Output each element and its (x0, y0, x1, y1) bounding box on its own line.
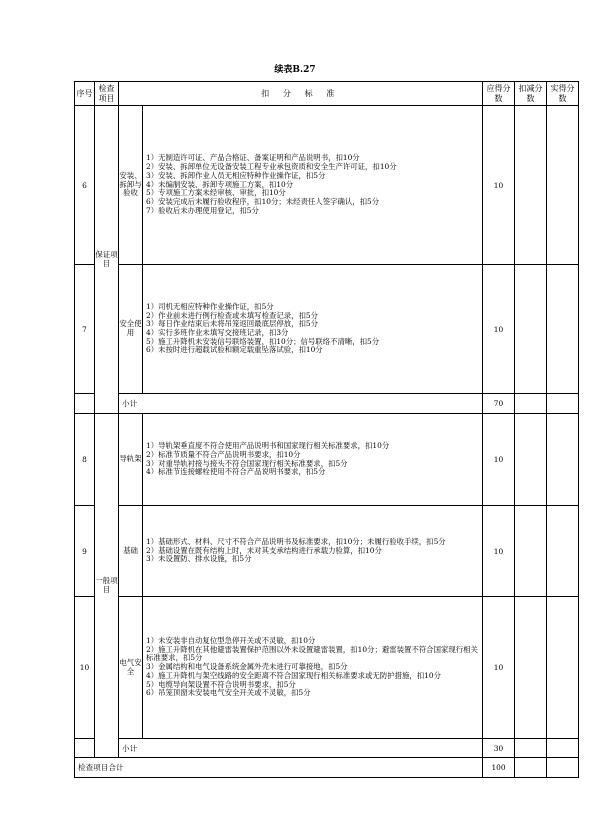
row-number: 8 (75, 414, 95, 506)
table-row (75, 506, 579, 597)
row-item: 电气安全 (119, 597, 143, 739)
row-criteria: 1）导轨架垂直度不符合使用产品说明书和国家现行相关标准要求，扣10分 2）标准节质量不符合产品说明书要求，扣10分 3）对重导轨衬接与接头不符合国家现行相关标准要求，扣5分 4）标准节连接螺栓使用不符合产品说明书要求，扣5分 (143, 414, 483, 506)
table-row (75, 106, 579, 265)
row-deduct-score[interactable] (515, 506, 547, 597)
subtotal-score: 30 (483, 739, 515, 758)
table-title: 续表B.27 (274, 65, 316, 75)
subtotal-actual[interactable] (547, 394, 579, 414)
total-actual[interactable] (547, 758, 579, 778)
row-criteria: 1）基础形式、材料、尺寸不符合产品说明书及标准要求，扣10分；未履行验收手续，扣5分 2）基础设置在既有结构上时，未对其支承结构进行承载力验算，扣10分 3）未设置防、排水设施，扣5分 (143, 506, 483, 597)
table-row (75, 265, 579, 394)
row-number: 7 (75, 265, 95, 394)
row-deduct-score[interactable] (515, 414, 547, 506)
table-row (75, 414, 579, 506)
row-deduct-score[interactable] (515, 265, 547, 394)
subtotal-actual[interactable] (547, 739, 579, 758)
row-number (75, 394, 95, 414)
total-deduct[interactable] (515, 758, 547, 778)
row-criteria: 1）司机无相应特种作业操作证，扣5分 2）作业前未进行例行检查或未填写检查记录，扣5分 3）每日作业结束后未将吊笼返回最底层停放，扣5分 4）实行多班作业未填写交接班记录，扣3分 5）施工升降机未安装信号联络装置，扣10分；信号联络不清晰，扣5分 6）未按时进行超载试验和额定载重坠落试验，扣10分 (143, 265, 483, 394)
subtotal-deduct[interactable] (515, 394, 547, 414)
header-deduct-score: 扣减分数 (515, 82, 547, 106)
row-item: 导轨架 (119, 414, 143, 506)
subtotal-row (75, 739, 579, 758)
row-actual-score[interactable] (547, 597, 579, 739)
row-actual-score[interactable] (547, 265, 579, 394)
row-criteria: 1）未安装非自动复位型急停开关或不灵敏，扣10分 2）施工升降机在其他避雷装置保护范围以外未设置避雷装置，扣10分；避雷装置不符合国家现行相关标准要求，扣5分 3）金属结构和电气设备系统金属外壳未进行可靠接地，扣5分 4）施工升降机与架空线路的安全距离不符合国家现行相关标准要求或无防护措施，扣10分 5）电缆导向架设置不符合说明书要求，扣5分 6）吊笼顶窗未安装电气安全开关或不灵敏，扣5分 (143, 597, 483, 739)
row-number: 10 (75, 597, 95, 739)
total-score: 100 (483, 758, 515, 778)
row-number: 9 (75, 506, 95, 597)
row-actual-score[interactable] (547, 414, 579, 506)
subtotal-label: 小计 (119, 394, 483, 414)
row-actual-score[interactable] (547, 106, 579, 265)
group-label: 一般项目 (95, 414, 119, 758)
total-label: 检查项目合计 (75, 758, 483, 778)
header-should-score: 应得分数 (483, 82, 515, 106)
row-actual-score[interactable] (547, 506, 579, 597)
row-item: 安装、拆卸与验收 (119, 106, 143, 265)
header-check-item: 检查项目 (95, 82, 119, 106)
subtotal-label: 小计 (119, 739, 483, 758)
row-should-score: 10 (483, 265, 515, 394)
table-row (75, 597, 579, 739)
row-should-score: 10 (483, 506, 515, 597)
row-should-score: 10 (483, 414, 515, 506)
row-item: 基础 (119, 506, 143, 597)
row-should-score: 10 (483, 597, 515, 739)
header-row (75, 82, 579, 106)
total-row (75, 758, 579, 778)
header-criteria: 扣 分 标 准 (119, 82, 483, 106)
row-deduct-score[interactable] (515, 597, 547, 739)
row-number: 6 (75, 106, 95, 265)
group-label: 保证项目 (95, 106, 119, 414)
row-should-score: 10 (483, 106, 515, 265)
row-item: 安全使用 (119, 265, 143, 394)
subtotal-deduct[interactable] (515, 739, 547, 758)
header-seq: 序号 (75, 82, 95, 106)
subtotal-row (75, 394, 579, 414)
row-criteria: 1）无制造许可证、产品合格证、备案证明和产品说明书，扣10分 2）安装、拆卸单位无设备安装工程专业承包资质和安全生产许可证，扣10分 3）安装、拆卸作业人员无相应特种作业操作证，扣5分 4）未编制安装、拆卸专项施工方案，扣10分 5）专项施工方案未经审核、审批，扣10分 6）安装完成后未履行验收程序，扣10分；未经责任人签字确认，扣5分 7）验收后未办理使用登记，扣5分 (143, 106, 483, 265)
subtotal-score: 70 (483, 394, 515, 414)
row-number (75, 739, 95, 758)
header-actual-score: 实得分数 (547, 82, 579, 106)
row-deduct-score[interactable] (515, 106, 547, 265)
scoring-table (74, 81, 579, 778)
